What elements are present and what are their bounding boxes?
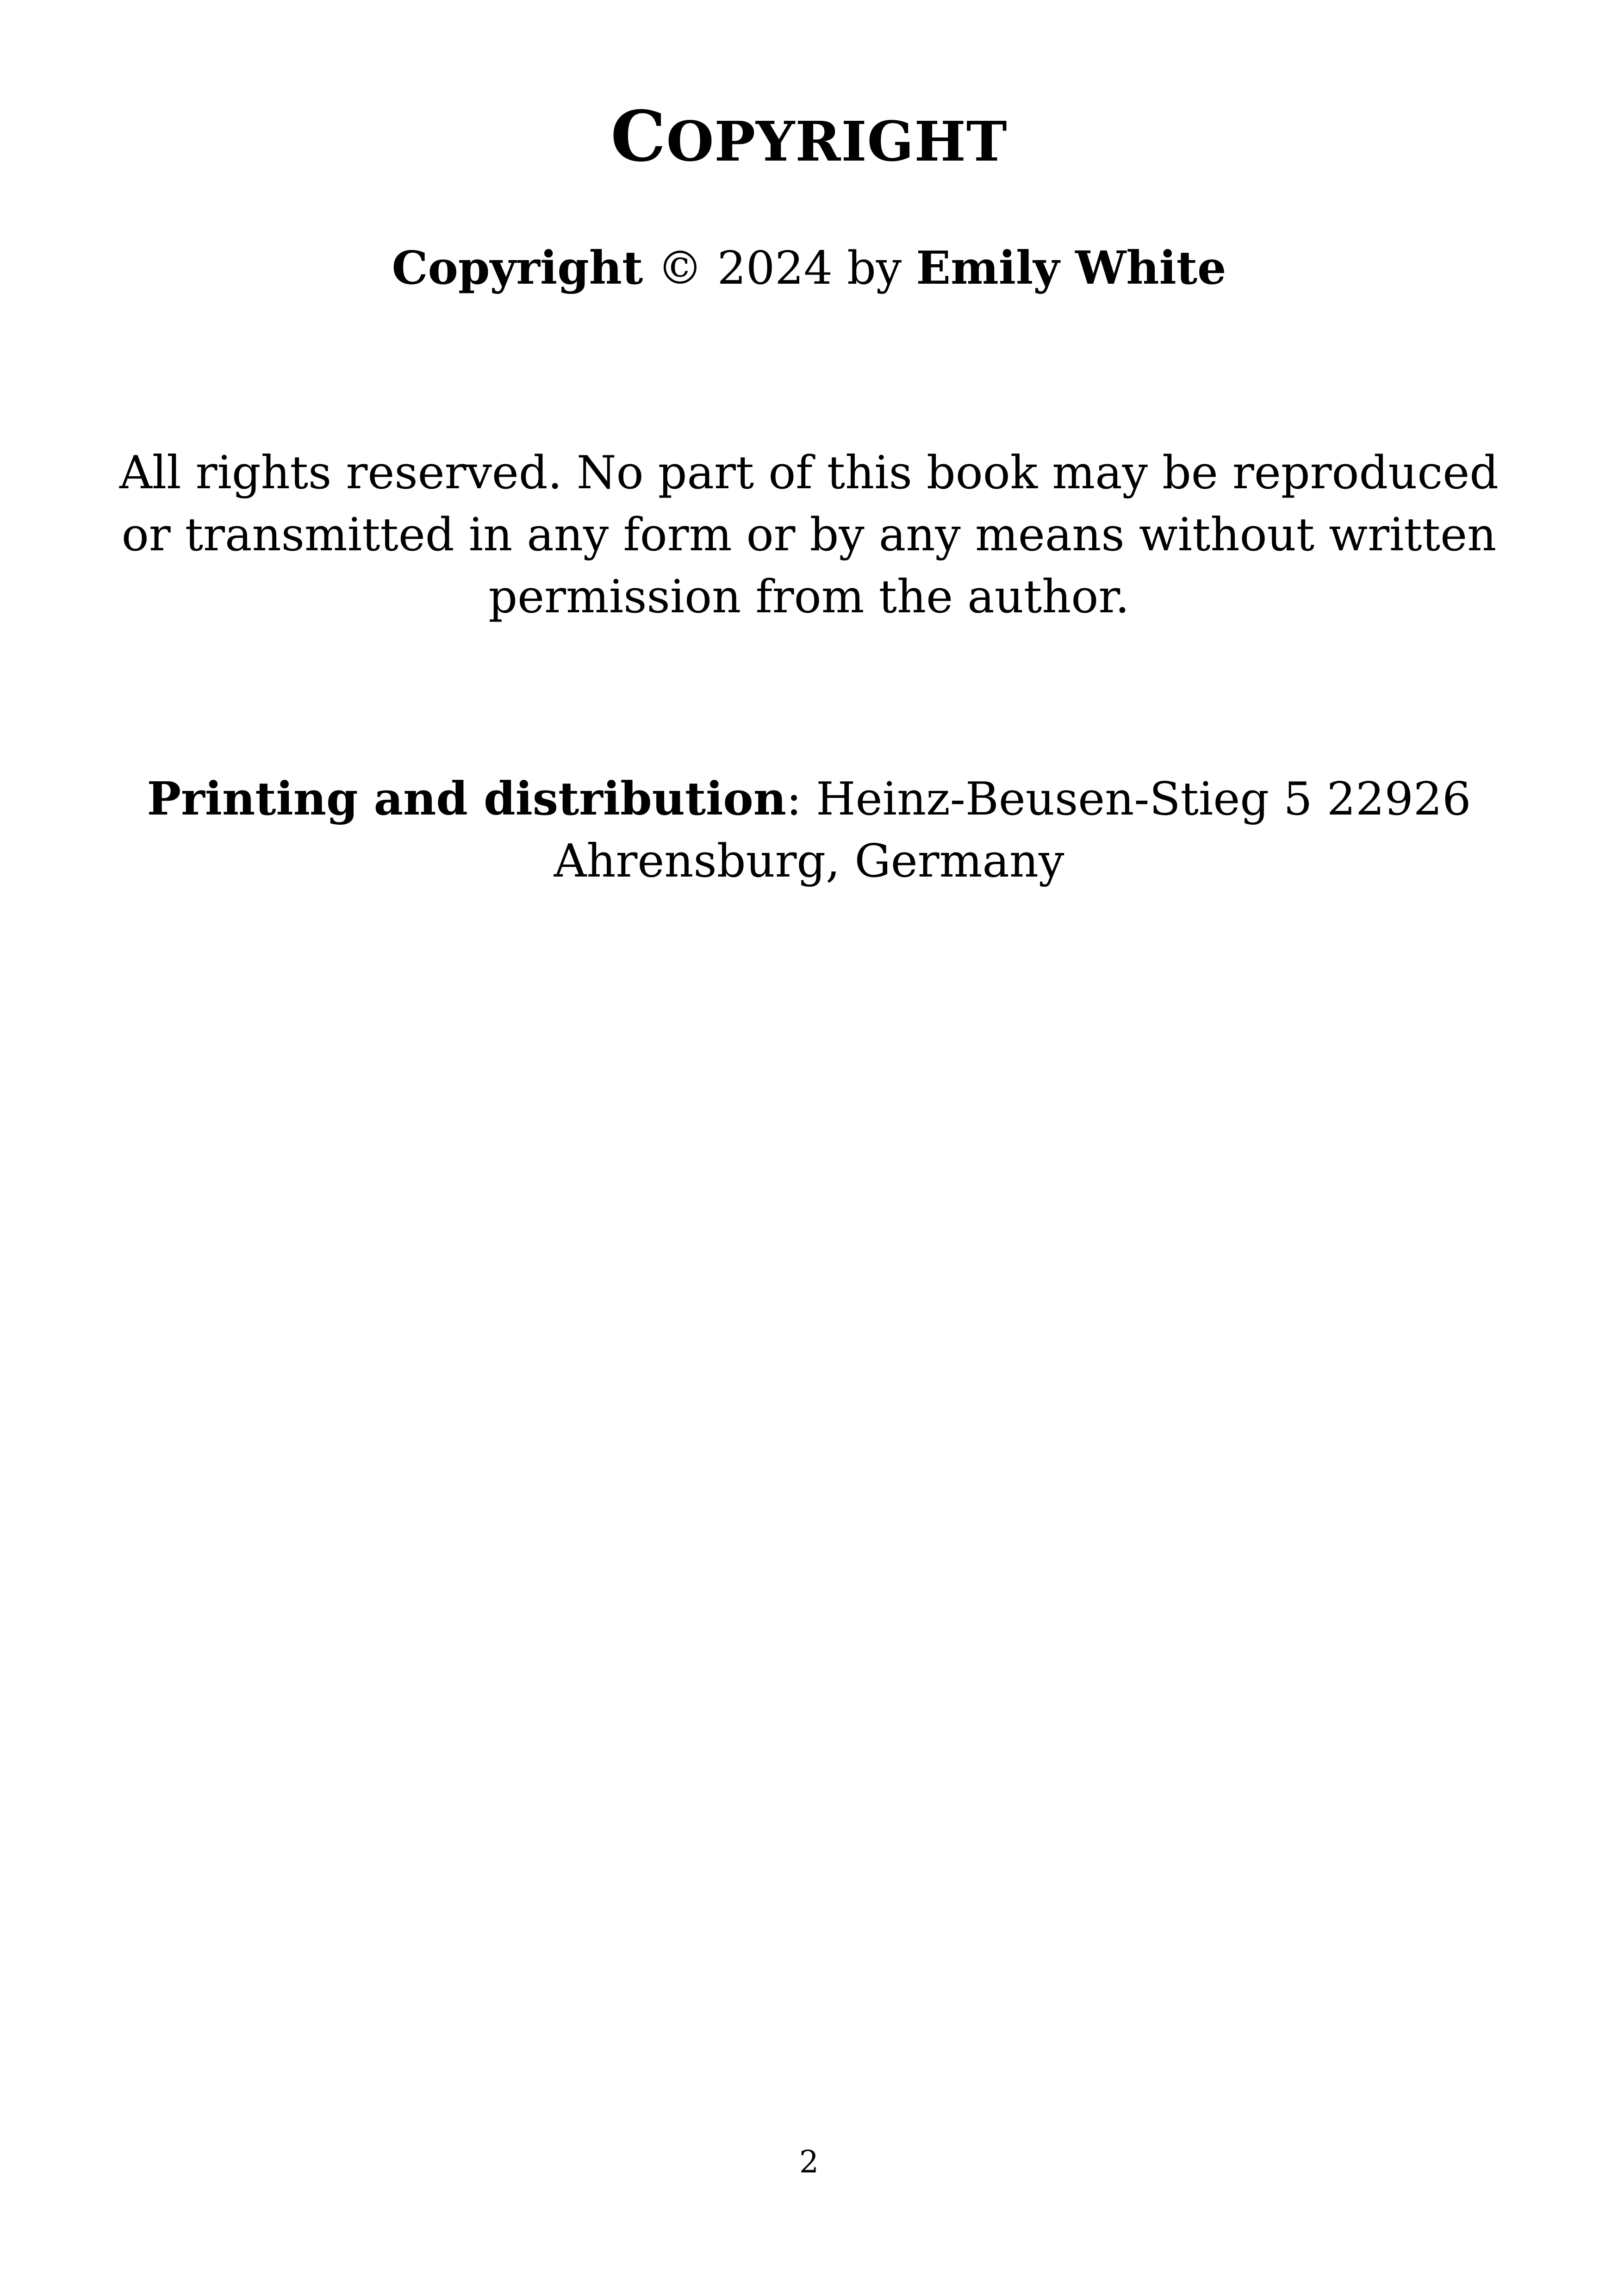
copyright-year-text: © 2024 by <box>643 242 916 295</box>
printing-address: : Heinz-Beusen-Stieg 5 22926 Ahrensburg, Germany <box>554 773 1471 888</box>
page-title-initial: C <box>610 96 666 177</box>
copyright-notice <box>0 241 1618 296</box>
page-title-rest: OPYRIGHT <box>666 109 1008 174</box>
page-number: 2 <box>799 2144 819 2180</box>
copyright-label: Copyright <box>392 242 643 295</box>
page-title <box>0 95 1618 183</box>
author-name: Emily White <box>916 242 1226 295</box>
rights-statement: All rights reserved. No part of this book may be reproduced or transmitted in any form or by any means without written permission from the author. <box>119 447 1499 623</box>
printing-label: Printing and distribution <box>147 772 787 826</box>
printing-distribution <box>106 768 1512 892</box>
